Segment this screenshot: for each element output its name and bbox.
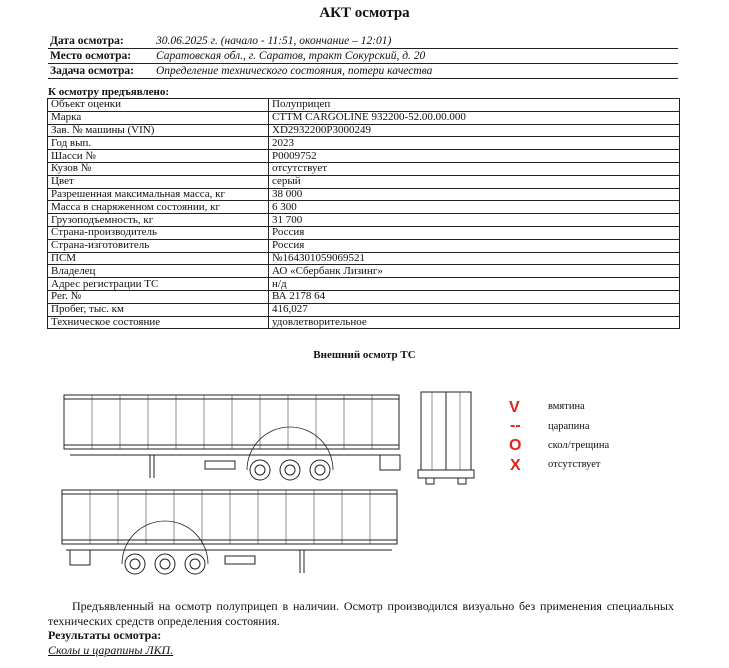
row-label: Цвет xyxy=(48,175,269,188)
paragraph-text: Предъявленный на осмотр полуприцеп в наличии. Осмотр производился визуально без применения специальных технических средств определения состояния. xyxy=(48,599,674,628)
row-value: Полуприцеп xyxy=(269,99,680,112)
row-value: 31 700 xyxy=(269,214,680,227)
row-value: XD2932200P3000249 xyxy=(269,124,680,137)
meta-value: Определение технического состояния, потери качества xyxy=(154,64,678,79)
row-value: 2023 xyxy=(269,137,680,150)
row-value: ВА 2178 64 xyxy=(269,290,680,303)
row-label: Пробег, тыс. км xyxy=(48,303,269,316)
row-value: 38 000 xyxy=(269,188,680,201)
row-label: Страна-производитель xyxy=(48,226,269,239)
row-value: Россия xyxy=(269,239,680,252)
row-value: удовлетворительное xyxy=(269,316,680,329)
results-value: Сколы и царапины ЛКП. xyxy=(48,643,174,657)
row-label: Шасси № xyxy=(48,150,269,163)
row-value: Россия xyxy=(269,226,680,239)
dent-symbol-icon: V xyxy=(509,399,520,416)
meta-label: Задача осмотра: xyxy=(48,64,154,79)
row-label: Страна-изготовитель xyxy=(48,239,269,252)
row-value: СТТМ CARGOLINE 932200-52.00.00.000 xyxy=(269,111,680,124)
row-label: Техническое состояние xyxy=(48,316,269,329)
row-value: 416,027 xyxy=(269,303,680,316)
meta-value: Саратовская обл., г. Саратов, тракт Сокурский, д. 20 xyxy=(154,49,678,64)
chip-symbol-icon: O xyxy=(509,437,522,454)
legend-label-dent: вмятина xyxy=(548,401,585,412)
row-label: Масса в снаряженном состоянии, кг xyxy=(48,201,269,214)
results-heading: Результаты осмотра: xyxy=(48,628,162,642)
row-label: Адрес регистрации ТС xyxy=(48,278,269,291)
document-title: АКТ осмотра xyxy=(319,5,410,21)
row-value: серый xyxy=(269,175,680,188)
legend-label-missing: отсутствует xyxy=(548,459,601,470)
scratch-symbol-icon: -- xyxy=(510,417,521,434)
meta-label: Дата осмотра: xyxy=(48,34,154,49)
row-value: P0009752 xyxy=(269,150,680,163)
row-label: Марка xyxy=(48,111,269,124)
row-label: Грузоподъемность, кг xyxy=(48,214,269,227)
row-value: №164301059069521 xyxy=(269,252,680,265)
missing-symbol-icon: X xyxy=(510,457,521,474)
row-value: отсутствует xyxy=(269,162,680,175)
trailer-rear-view xyxy=(418,392,474,484)
legend-label-chip: скол/трещина xyxy=(548,440,610,451)
external-inspection-title: Внешний осмотр ТС xyxy=(313,349,416,361)
inspection-paragraph xyxy=(48,599,674,629)
row-value: 6 300 xyxy=(269,201,680,214)
row-value: АО «Сбербанк Лизинг» xyxy=(269,265,680,278)
trailer-side-view-left xyxy=(62,490,397,574)
row-label: Зав. № машины (VIN) xyxy=(48,124,269,137)
row-label: Год вып. xyxy=(48,137,269,150)
row-value: н/д xyxy=(269,278,680,291)
meta-label: Место осмотра: xyxy=(48,49,154,64)
row-label: Рег. № xyxy=(48,290,269,303)
row-label: ПСМ xyxy=(48,252,269,265)
row-label: Кузов № xyxy=(48,162,269,175)
meta-value: 30.06.2025 г. (начало - 11:51, окончание – 12:01) xyxy=(154,34,678,49)
legend-label-scratch: царапина xyxy=(548,421,590,432)
row-label: Разрешенная максимальная масса, кг xyxy=(48,188,269,201)
row-label: Владелец xyxy=(48,265,269,278)
trailer-side-view-right xyxy=(64,395,400,480)
presented-heading: К осмотру предъявлено: xyxy=(48,86,170,98)
row-label: Объект оценки xyxy=(48,99,269,112)
